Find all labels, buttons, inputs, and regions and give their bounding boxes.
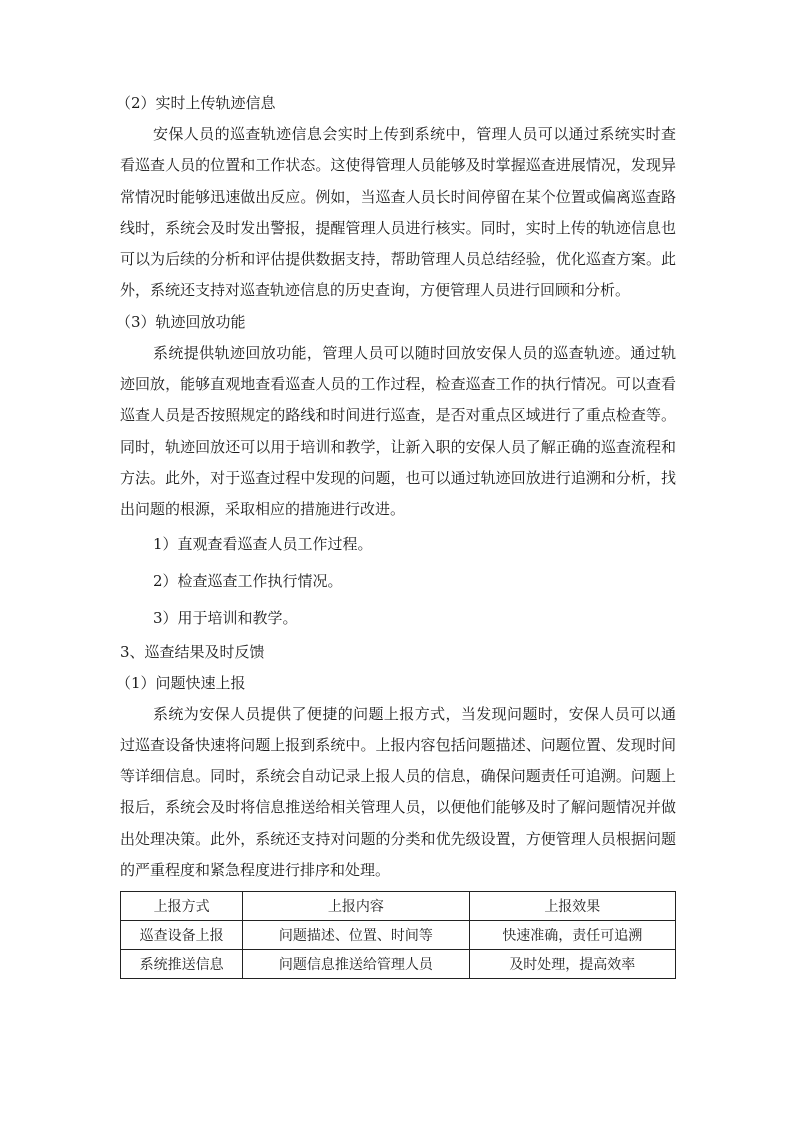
list-item: 3）用于培训和教学。 [153,608,298,627]
table-cell: 问题描述、位置、时间等 [243,921,469,950]
paragraph-realtime-upload: 安保人员的巡查轨迹信息会实时上传到系统中，管理人员可以通过系统实时查看巡查人员的位置和工作状态。这使得管理人员能够及时掌握巡查进展情况，发现异常情况时能够迅速做出反应。例如，当巡查人员长时间停留在某个位置或偏离巡查路线时，系统会及时发出警报，提醒管理人员进行核实。同时，实时上传的轨迹信息也可以为后续的分析和评估提供数据支持，帮助管理人员总结经验，优化巡查方案。此外，系统还支持对巡查轨迹信息的历史查询，方便管理人员进行回顾和分析。 [120,125,676,300]
table-row [121,921,676,950]
table-header-row [121,892,676,921]
paragraph-track-playback: 系统提供轨迹回放功能，管理人员可以随时回放安保人员的巡查轨迹。通过轨迹回放，能够直观地查看巡查人员的工作过程，检查巡查工作的执行情况。可以查看巡查人员是否按照规定的路线和时间进行巡查，是否对重点区域进行了重点检查等。同时，轨迹回放还可以用于培训和教学，让新入职的安保人员了解正确的巡查流程和方法。此外，对于巡查过程中发现的问题，也可以通过轨迹回放进行追溯和分析，找出问题的根源，采取相应的措施进行改进。 [120,343,676,519]
table-header-cell: 上报方式 [121,892,243,921]
section-heading-track-playback: （3）轨迹回放功能 [116,312,246,331]
table-header-cell: 上报效果 [469,892,675,921]
table-cell: 问题信息推送给管理人员 [243,950,469,979]
list-item: 1）直观查看巡查人员工作过程。 [153,534,373,553]
table-header-cell: 上报内容 [243,892,469,921]
section-heading-quick-report: （1）问题快速上报 [116,673,246,692]
table-cell: 系统推送信息 [121,950,243,979]
report-method-table [120,891,676,979]
list-item: 2）检查巡查工作执行情况。 [153,571,343,590]
table-cell: 巡查设备上报 [121,921,243,950]
document-page [116,88,676,979]
paragraph-quick-report: 系统为安保人员提供了便捷的问题上报方式，当发现问题时，安保人员可以通过巡查设备快速将问题上报到系统中。上报内容包括问题描述、问题位置、发现时间等详细信息。同时，系统会自动记录上报人员的信息，确保问题责任可追溯。问题上报后，系统会及时将信息推送给相关管理人员，以便他们能够及时了解问题情况并做出处理决策。此外，系统还支持对问题的分类和优先级设置，方便管理人员根据问题的严重程度和紧急程度进行排序和处理。 [120,704,676,880]
playback-feature-list [120,526,676,637]
table-cell: 及时处理，提高效率 [469,950,675,979]
table-row [121,950,676,979]
table-cell: 快速准确，责任可追溯 [469,921,675,950]
section-heading-realtime-upload: （2）实时上传轨迹信息 [116,94,276,112]
section-heading-feedback: 3、巡查结果及时反馈 [120,642,265,661]
